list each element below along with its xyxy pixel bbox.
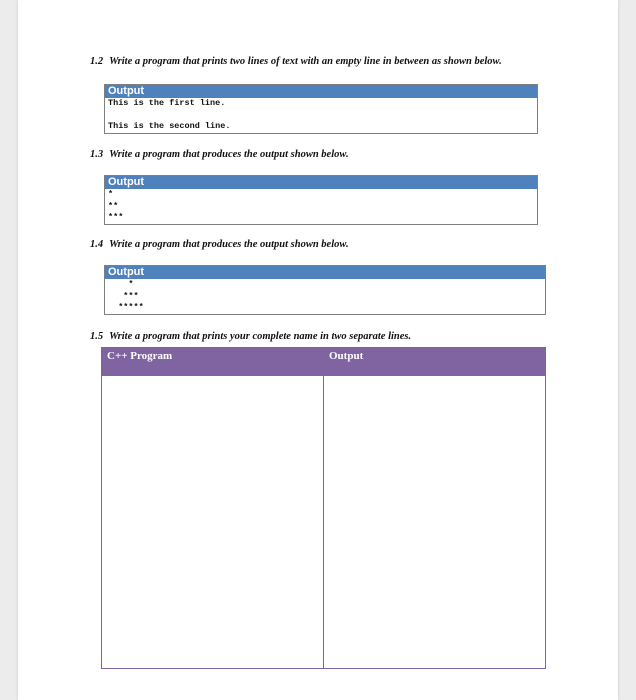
question-text: Write a program that produces the output shown below. — [109, 239, 349, 250]
output-line: ** — [108, 200, 119, 211]
question-number: 1.5 — [90, 331, 104, 342]
output-column-header: Output — [324, 348, 545, 376]
question-number: 1.3 — [90, 149, 104, 160]
output-line: *** — [108, 290, 139, 301]
program-column — [102, 348, 324, 668]
question-text: Write a program that prints your complete name in two separate lines. — [109, 331, 412, 342]
output-column — [324, 348, 545, 668]
output-line: * — [108, 189, 114, 199]
output-header: Output — [105, 85, 537, 98]
document-page — [18, 0, 618, 700]
question-number: 1.2 — [90, 56, 104, 67]
question-text: Write a program that produces the output shown below. — [109, 149, 349, 160]
answer-table — [101, 347, 546, 669]
question-1-4 — [90, 239, 349, 250]
program-column-header: C++ Program — [102, 348, 323, 376]
output-line: This is the second line. — [108, 121, 231, 131]
output-line: ***** — [108, 302, 144, 312]
output-header: Output — [105, 176, 537, 189]
output-header: Output — [105, 266, 545, 279]
output-box-1-4 — [104, 265, 546, 315]
output-box-1-3 — [104, 175, 538, 225]
output-line — [105, 110, 537, 122]
question-1-5 — [90, 331, 411, 342]
output-box-1-2 — [104, 84, 538, 134]
output-line: * — [108, 279, 134, 289]
question-number: 1.4 — [90, 239, 104, 250]
output-line: This is the first line. — [108, 98, 226, 108]
output-line: *** — [108, 212, 124, 222]
question-text: Write a program that prints two lines of text with an empty line in between as shown below. — [109, 56, 502, 67]
question-1-3 — [90, 149, 349, 160]
question-1-2 — [90, 56, 502, 67]
